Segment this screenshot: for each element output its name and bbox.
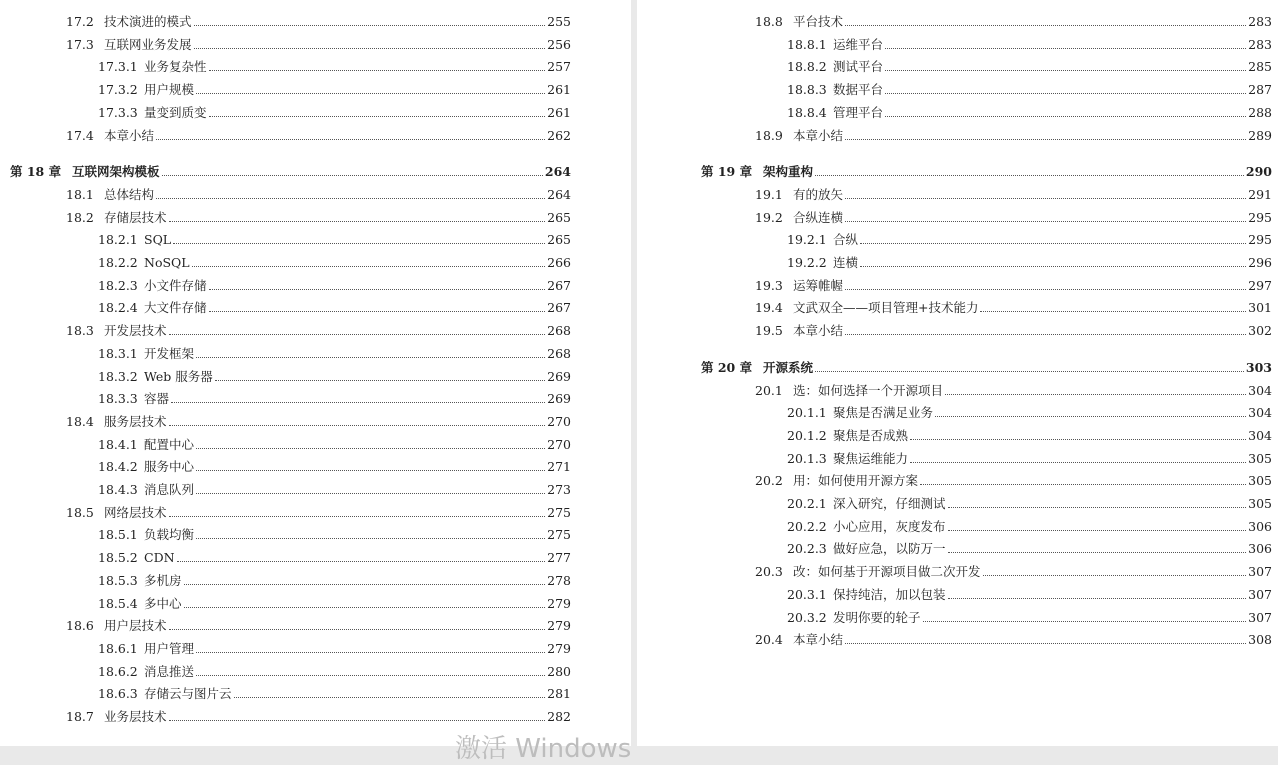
toc-entry: [98, 251, 571, 271]
dot-leader: [156, 197, 545, 199]
toc-entry: [787, 583, 1272, 603]
toc-entry-title: Web 服务器: [144, 368, 213, 384]
toc-entry-page: 288: [1248, 104, 1272, 120]
toc-entry-title: 业务复杂性: [144, 59, 207, 75]
toc-entry-page: 291: [1248, 186, 1272, 202]
dot-leader: [815, 370, 1244, 372]
dot-leader: [845, 642, 1246, 644]
dot-leader: [184, 606, 546, 608]
toc-entry-number: 18.8.3: [787, 82, 827, 98]
dot-leader: [169, 719, 546, 721]
toc-entry-title: 运筹帷幄: [793, 277, 844, 293]
toc-entry: [98, 546, 571, 566]
toc-entry: [66, 183, 571, 203]
toc-entry-number: 20.4: [755, 632, 783, 648]
toc-entry-number: 18.2.3: [98, 277, 138, 293]
toc-entry-number: 18.3: [66, 323, 94, 339]
dot-leader: [948, 506, 1247, 508]
toc-entry-page: 257: [547, 59, 571, 75]
toc-entry-number: 18.1: [66, 186, 94, 202]
toc-entry-number: 18.4.2: [98, 459, 138, 475]
toc-entry: [755, 10, 1272, 30]
toc-entry-title: 合纵: [833, 232, 859, 248]
toc-entry-title: 消息队列: [144, 482, 195, 497]
toc-entry-title: 开发框架: [144, 345, 195, 361]
toc-entry: [787, 447, 1272, 467]
toc-chapter-entry: [701, 356, 1272, 376]
toc-entry-number: 18.4.3: [98, 482, 138, 497]
toc-entry-number: 18.4: [66, 413, 94, 429]
toc-entry: [787, 101, 1272, 121]
toc-entry-page: 301: [1248, 300, 1272, 316]
toc-entry-number: 18.3.2: [98, 368, 138, 384]
dot-leader: [173, 242, 545, 244]
toc-entry: [98, 682, 571, 702]
toc-entry-page: 290: [1245, 164, 1272, 180]
dot-leader: [196, 674, 545, 676]
toc-entry-number: 第 18 章: [10, 164, 62, 180]
toc-entry-page: 305: [1248, 473, 1272, 489]
toc-entry-page: 305: [1248, 450, 1272, 466]
toc-entry: [66, 33, 571, 53]
toc-entry: [787, 251, 1272, 271]
toc-entry: [787, 55, 1272, 75]
toc-entry: [755, 560, 1272, 580]
toc-entry-page: 303: [1245, 359, 1272, 375]
toc-entry-title: 互联网架构模板: [72, 164, 160, 180]
toc-entry-page: 264: [544, 164, 571, 180]
toc-entry-title: NoSQL: [144, 255, 190, 270]
toc-entry-number: 20.1: [755, 382, 783, 398]
toc-entry-number: 20.3.1: [787, 586, 827, 602]
toc-entry-number: 18.8.4: [787, 104, 827, 120]
toc-entry: [98, 387, 571, 407]
toc-entry-page: 266: [547, 255, 571, 270]
windows-activation-watermark: 激活 Windows: [455, 734, 632, 764]
toc-entry-title: 配置中心: [144, 436, 195, 452]
toc-entry-title: 用户管理: [144, 640, 195, 656]
toc-entry: [98, 433, 571, 453]
toc-entry-title: 运维平台: [833, 36, 884, 52]
toc-entry: [98, 592, 571, 612]
toc-entry-number: 20.3.2: [787, 609, 827, 625]
toc-entry: [66, 614, 571, 634]
dot-leader: [885, 115, 1246, 117]
toc-entry: [98, 365, 571, 385]
dot-leader: [215, 379, 545, 381]
toc-entry: [755, 319, 1272, 339]
toc-entry-title: 服务中心: [144, 459, 195, 475]
toc-entry-title: 本章小结: [104, 127, 155, 143]
toc-entry-page: 304: [1248, 382, 1272, 398]
toc-entry-number: 18.3.1: [98, 345, 138, 361]
toc-entry-title: 开发层技术: [104, 323, 167, 339]
toc-entry-page: 296: [1248, 255, 1272, 270]
dot-leader: [860, 242, 1246, 244]
toc-chapter-entry: [10, 160, 571, 180]
toc-entry-page: 283: [1248, 14, 1272, 29]
dot-leader: [845, 288, 1246, 290]
toc-entry-page: 255: [547, 14, 571, 29]
toc-entry-title: 互联网业务发展: [104, 36, 192, 52]
toc-entry-page: 267: [547, 277, 571, 293]
dot-leader: [948, 597, 1247, 599]
toc-entry-title: 负载均衡: [144, 527, 195, 543]
toc-entry-title: 发明你要的轮子: [833, 609, 921, 625]
toc-entry-page: 264: [547, 186, 571, 202]
toc-entry: [755, 183, 1272, 203]
toc-entry-title: 本章小结: [793, 632, 844, 648]
toc-entry-number: 20.1.3: [787, 450, 827, 466]
toc-entry-page: 277: [547, 550, 571, 566]
dot-leader: [196, 92, 545, 94]
toc-entry-page: 265: [547, 209, 571, 225]
toc-entry-number: 19.5: [755, 323, 783, 339]
toc-entry: [787, 228, 1272, 248]
right-page: [637, 0, 1278, 746]
toc-entry-title: 开源系统: [763, 359, 814, 375]
toc-entry-number: 17.3: [66, 36, 94, 52]
toc-entry-page: 307: [1248, 609, 1272, 625]
toc-entry-page: 267: [547, 300, 571, 316]
toc-entry-title: 多机房: [144, 572, 182, 588]
toc-entry-title: 选：如何选择一个开源项目: [793, 382, 944, 398]
toc-entry-title: 业务层技术: [104, 709, 167, 724]
toc-chapter-entry: [701, 160, 1272, 180]
toc-entry-page: 279: [547, 595, 571, 611]
toc-entry-number: 20.2.3: [787, 541, 827, 557]
toc-entry-page: 268: [547, 345, 571, 361]
toc-entry-page: 306: [1248, 541, 1272, 557]
toc-entry-number: 18.5.2: [98, 550, 138, 566]
toc-entry-number: 第 20 章: [701, 359, 753, 375]
left-page: [0, 0, 631, 746]
dot-leader: [923, 620, 1247, 622]
toc-entry-number: 18.4.1: [98, 436, 138, 452]
toc-entry-title: 深入研究，仔细测试: [833, 496, 946, 511]
toc-entry-number: 18.5.4: [98, 595, 138, 611]
toc-entry-title: 存储云与图片云: [144, 686, 232, 702]
toc-entry-title: 容器: [144, 391, 170, 407]
toc-entry: [755, 124, 1272, 144]
toc-entry: [66, 206, 571, 226]
toc-entry-page: 262: [547, 127, 571, 143]
toc-entry-title: 存储层技术: [104, 209, 167, 225]
toc-entry: [98, 296, 571, 316]
toc-entry-title: 有的放矢: [793, 186, 844, 202]
toc-entry-title: 文武双全——项目管理+技术能力: [793, 300, 979, 316]
toc-entry-number: 18.5.3: [98, 572, 138, 588]
dot-leader: [885, 47, 1246, 49]
dot-leader: [209, 115, 546, 117]
toc-entry: [98, 342, 571, 362]
toc-entry-page: 307: [1248, 564, 1272, 580]
toc-entry-title: 连横: [833, 255, 859, 270]
toc-entry-page: 287: [1248, 82, 1272, 98]
toc-entry: [98, 523, 571, 543]
toc-entry: [66, 705, 571, 725]
toc-entry-title: 服务层技术: [104, 413, 167, 429]
toc-entry-title: 测试平台: [833, 59, 884, 75]
toc-entry-number: 19.3: [755, 277, 783, 293]
toc-entry: [98, 637, 571, 657]
dot-leader: [983, 574, 1247, 576]
toc-entry-number: 18.9: [755, 127, 783, 143]
toc-entry-number: 18.8: [755, 14, 783, 29]
toc-entry-number: 18.6.2: [98, 663, 138, 679]
dot-leader: [845, 138, 1246, 140]
dot-leader: [860, 265, 1246, 267]
dot-leader: [885, 69, 1246, 71]
dot-leader: [885, 92, 1246, 94]
toc-entry-page: 270: [547, 413, 571, 429]
toc-entry-number: 18.2.1: [98, 232, 138, 248]
dot-leader: [980, 310, 1246, 312]
dot-leader: [209, 288, 546, 290]
toc-entry-title: SQL: [144, 232, 172, 248]
toc-entry-number: 18.6: [66, 618, 94, 634]
toc-entry-page: 295: [1248, 209, 1272, 225]
toc-entry: [755, 296, 1272, 316]
toc-entry: [66, 319, 571, 339]
toc-entry: [755, 469, 1272, 489]
dot-leader: [196, 447, 545, 449]
toc-entry-page: 261: [547, 82, 571, 98]
toc-entry-page: 306: [1248, 518, 1272, 534]
toc-entry-page: 275: [547, 504, 571, 520]
toc-entry: [98, 569, 571, 589]
toc-entry: [66, 10, 571, 30]
toc-entry-title: 多中心: [144, 595, 182, 611]
toc-entry: [755, 274, 1272, 294]
toc-entry-number: 第 19 章: [701, 164, 753, 180]
toc-entry-page: 261: [547, 104, 571, 120]
toc-entry-number: 17.2: [66, 14, 94, 29]
toc-entry-page: 273: [547, 482, 571, 497]
toc-entry-title: 用户层技术: [104, 618, 167, 634]
toc-entry: [98, 55, 571, 75]
toc-entry-title: 技术演进的模式: [104, 14, 192, 29]
toc-entry-number: 18.2.2: [98, 255, 138, 270]
toc-entry-title: 聚焦是否成熟: [833, 427, 909, 443]
toc-entry: [755, 379, 1272, 399]
toc-entry-number: 18.2: [66, 209, 94, 225]
toc-entry: [98, 455, 571, 475]
toc-entry: [787, 401, 1272, 421]
toc-entry-page: 302: [1248, 323, 1272, 339]
toc-entry-number: 18.6.1: [98, 640, 138, 656]
toc-entry-number: 20.2: [755, 473, 783, 489]
toc-entry-number: 18.2.4: [98, 300, 138, 316]
toc-entry-page: 280: [547, 663, 571, 679]
toc-entry-number: 19.2.1: [787, 232, 827, 248]
dot-leader: [194, 47, 546, 49]
dot-leader: [171, 401, 545, 403]
dot-leader: [156, 138, 545, 140]
dot-leader: [948, 551, 1247, 553]
dot-leader: [169, 220, 546, 222]
toc-entry-page: 307: [1248, 586, 1272, 602]
toc-entry-page: 270: [547, 436, 571, 452]
toc-entry: [66, 124, 571, 144]
toc-entry-page: 308: [1248, 632, 1272, 648]
toc-entry-number: 18.8.1: [787, 36, 827, 52]
toc-entry-title: 管理平台: [833, 104, 884, 120]
toc-entry-page: 297: [1248, 277, 1272, 293]
toc-entry-number: 20.2.1: [787, 496, 827, 511]
dot-leader: [162, 174, 543, 176]
toc-entry-page: 281: [547, 686, 571, 702]
dot-leader: [910, 438, 1246, 440]
toc-entry-number: 18.3.3: [98, 391, 138, 407]
toc-entry: [787, 492, 1272, 512]
toc-entry-number: 19.2.2: [787, 255, 827, 270]
dot-leader: [815, 174, 1244, 176]
toc-entry-title: CDN: [144, 550, 175, 566]
toc-entry: [66, 501, 571, 521]
dot-leader: [910, 461, 1246, 463]
toc-entry-title: 总体结构: [104, 186, 155, 202]
toc-entry-page: 283: [1248, 36, 1272, 52]
toc-entry-number: 18.8.2: [787, 59, 827, 75]
toc-entry-title: 大文件存储: [144, 300, 207, 316]
dot-leader: [196, 537, 545, 539]
toc-entry-page: 289: [1248, 127, 1272, 143]
toc-entry: [98, 228, 571, 248]
toc-entry-title: 架构重构: [763, 164, 814, 180]
dot-leader: [948, 529, 1247, 531]
toc-entry-title: 合纵连横: [793, 209, 844, 225]
toc-entry-title: 本章小结: [793, 323, 844, 339]
toc-entry-title: 小文件存储: [144, 277, 207, 293]
dot-leader: [209, 310, 546, 312]
toc-entry-number: 17.4: [66, 127, 94, 143]
toc-entry-number: 18.6.3: [98, 686, 138, 702]
toc-entry-page: 285: [1248, 59, 1272, 75]
dot-leader: [196, 651, 545, 653]
toc-entry-title: 用户规模: [144, 82, 195, 98]
dot-leader: [209, 69, 546, 71]
toc-entry: [98, 478, 571, 498]
toc-entry-number: 17.3.2: [98, 82, 138, 98]
toc-entry-title: 保持纯洁，加以包装: [833, 586, 946, 602]
toc-entry-number: 19.1: [755, 186, 783, 202]
toc-entry-page: 269: [547, 391, 571, 407]
toc-entry-title: 改：如何基于开源项目做二次开发: [793, 564, 981, 580]
dot-leader: [845, 24, 1246, 26]
dot-leader: [234, 696, 546, 698]
toc-entry: [98, 274, 571, 294]
toc-entry-page: 268: [547, 323, 571, 339]
dot-leader: [845, 220, 1246, 222]
toc-entry-page: 282: [547, 709, 571, 724]
dot-leader: [194, 24, 546, 26]
dot-leader: [169, 424, 546, 426]
dot-leader: [935, 415, 1246, 417]
toc-entry-number: 17.3.3: [98, 104, 138, 120]
dot-leader: [169, 628, 546, 630]
toc-entry-title: 网络层技术: [104, 504, 167, 520]
toc-entry-title: 聚焦是否满足业务: [833, 405, 934, 421]
toc-entry: [98, 78, 571, 98]
toc-entry-number: 20.2.2: [787, 518, 827, 534]
toc-entry-number: 19.4: [755, 300, 783, 316]
dot-leader: [196, 469, 545, 471]
toc-entry-title: 量变到质变: [144, 104, 207, 120]
toc-entry-page: 256: [547, 36, 571, 52]
dot-leader: [845, 197, 1246, 199]
toc-entry: [787, 537, 1272, 557]
dot-leader: [184, 583, 546, 585]
dot-leader: [945, 393, 1246, 395]
toc-entry-page: 279: [547, 640, 571, 656]
toc-entry-page: 278: [547, 572, 571, 588]
toc-entry: [787, 606, 1272, 626]
toc-entry-page: 295: [1248, 232, 1272, 248]
toc-entry-number: 18.5: [66, 504, 94, 520]
toc-entry: [787, 33, 1272, 53]
toc-entry-page: 271: [547, 459, 571, 475]
toc-entry-number: 19.2: [755, 209, 783, 225]
dot-leader: [196, 492, 545, 494]
toc-entry-title: 聚焦运维能力: [833, 450, 909, 466]
toc-entry: [755, 628, 1272, 648]
dot-leader: [920, 483, 1246, 485]
toc-entry-page: 279: [547, 618, 571, 634]
toc-entry-title: 用：如何使用开源方案: [793, 473, 919, 489]
toc-entry-page: 305: [1248, 496, 1272, 511]
toc-entry-number: 20.1.1: [787, 405, 827, 421]
dot-leader: [169, 515, 546, 517]
toc-entry-number: 17.3.1: [98, 59, 138, 75]
dot-leader: [196, 356, 545, 358]
dot-leader: [169, 333, 546, 335]
toc-entry-number: 18.7: [66, 709, 94, 724]
toc-entry-title: 数据平台: [833, 82, 884, 98]
toc-entry: [787, 424, 1272, 444]
toc-entry: [98, 101, 571, 121]
dot-leader: [845, 333, 1246, 335]
toc-entry-page: 304: [1248, 427, 1272, 443]
toc-entry: [66, 410, 571, 430]
toc-entry: [787, 78, 1272, 98]
dot-leader: [177, 560, 546, 562]
toc-entry-page: 304: [1248, 405, 1272, 421]
toc-entry-page: 275: [547, 527, 571, 543]
toc-entry-number: 18.5.1: [98, 527, 138, 543]
toc-entry: [787, 515, 1272, 535]
toc-entry-title: 消息推送: [144, 663, 195, 679]
toc-entry-title: 小心应用，灰度发布: [833, 518, 946, 534]
toc-entry-title: 平台技术: [793, 14, 844, 29]
toc-entry-number: 20.3: [755, 564, 783, 580]
toc-entry: [755, 206, 1272, 226]
toc-entry-title: 做好应急，以防万一: [833, 541, 946, 557]
toc-entry-page: 269: [547, 368, 571, 384]
toc-entry-number: 20.1.2: [787, 427, 827, 443]
toc-entry-page: 265: [547, 232, 571, 248]
toc-entry-title: 本章小结: [793, 127, 844, 143]
toc-entry: [98, 660, 571, 680]
dot-leader: [192, 265, 546, 267]
